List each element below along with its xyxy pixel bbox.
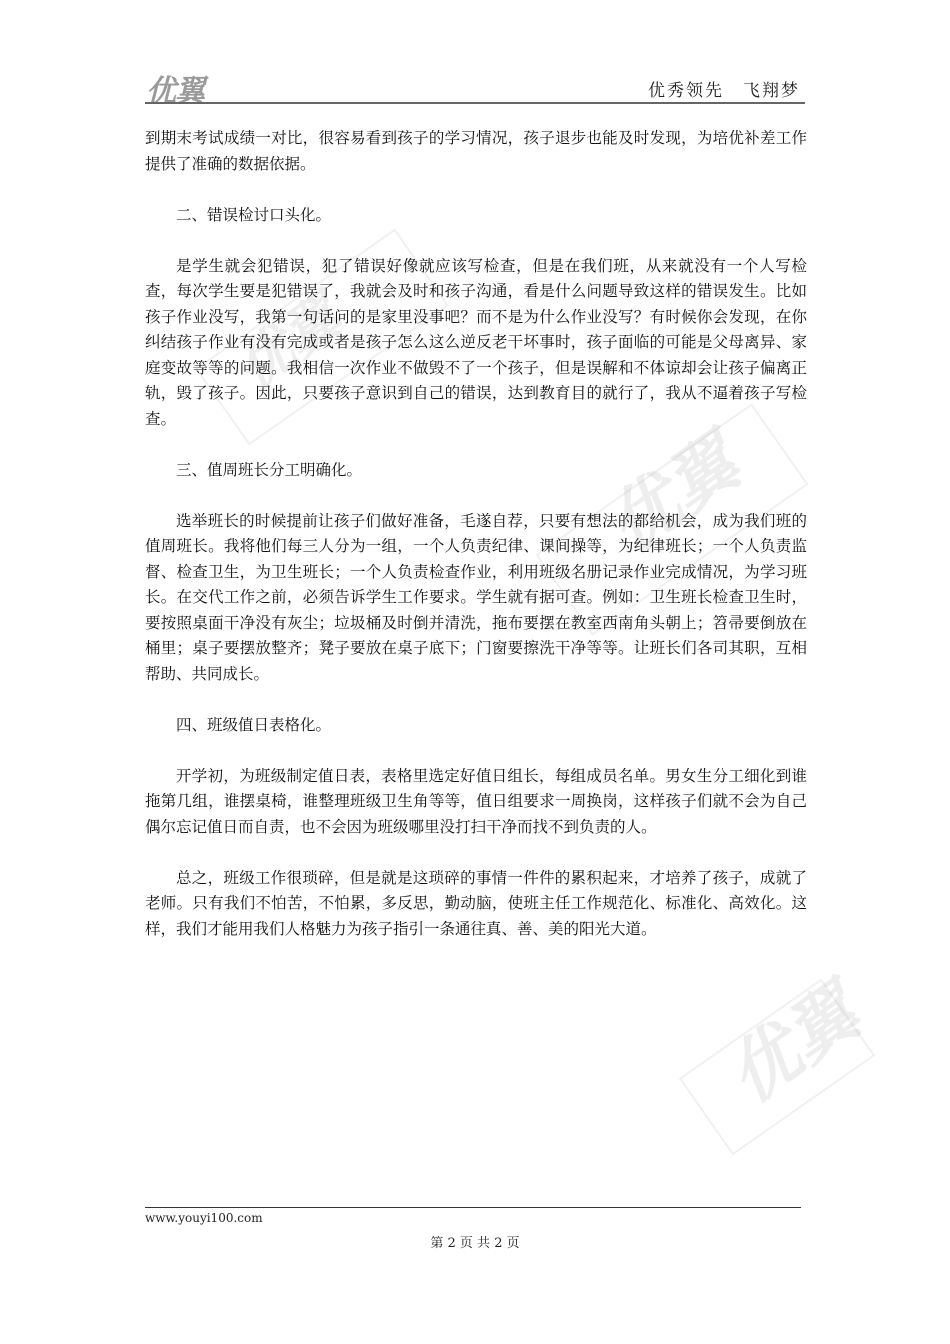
watermark-logo: 优翼 xyxy=(712,971,875,1119)
section-heading: 三、值周班长分工明确化。 xyxy=(176,460,363,479)
paragraph: 总之，班级工作很琐碎，但是就是这琐碎的事情一件件的累积起来，才培养了孩子，成就了老师。只有我们不怕苦，不怕累，多反思，勤动脑，使班主任工作规范化、标准化、高效化。这样，我们才能用我们人格魅力为孩子指引一条通往真、善、美的阳光大道。 xyxy=(145,868,807,938)
paragraph: 开学初，为班级制定值日表，表格里选定好值日组长，每组成员名单。男女生分工细化到谁拖第几组，谁摆桌椅，谁整理班级卫生角等等，值日组要求一周换岗，这样孩子们就不会为自己偶尔忘记值日而自责，也不会因为班级哪里没打扫干净而找不到负责的人。 xyxy=(145,766,807,836)
brand-logo: 优翼 xyxy=(146,74,204,109)
document-body xyxy=(145,126,807,968)
watermark-logo: 优翼 xyxy=(224,284,354,403)
paragraph-continuation: 到期末考试成绩一对比，很容易看到孩子的学习情况，孩子退步也能及时发现，为培优补差工作提供了准确的数据依据。 xyxy=(145,129,807,173)
footer-divider xyxy=(145,1207,801,1208)
paragraph: 是学生就会犯错误，犯了错误好像就应该写检查，但是在我们班，从来就没有一个人写检查，每次学生要是犯错误了，我就会及时和孩子沟通，看是什么问题导致这样的错误发生。比如孩子作业没写，我第一句话问的是家里没事吧？而不是为什么作业没写？有时候你会发现，在你纠结孩子作业有没有完成或者是孩子怎么这么逆反老干坏事时，孩子面临的可能是父母离异、家庭变故等等的问题。我相信一次作业不做毁不了一个孩子，但是误解和不体谅却会让孩子偏离正轨，毁了孩子。因此，只要孩子意识到自己的错误，达到教育目的就行了，我从不逼着孩子写检查。 xyxy=(145,256,807,428)
header-slogan: 优秀领先 飞翔梦 xyxy=(648,81,800,101)
watermark-logo: 优翼 xyxy=(592,421,755,569)
section-heading: 二、错误检讨口头化。 xyxy=(176,205,332,224)
section-heading: 四、班级值日表格化。 xyxy=(176,715,332,734)
header-divider xyxy=(145,102,805,104)
footer-url: www.youyi100.com xyxy=(145,1211,263,1225)
page-number: 第 2 页 共 2 页 xyxy=(430,1236,520,1251)
paragraph: 选举班长的时候提前让孩子们做好准备，毛遂自荐，只要有想法的都给机会，成为我们班的值周班长。我将他们每三人分为一组，一个人负责纪律、课间操等，为纪律班长；一个人负责监督、检查卫生，为卫生班长；一个人负责检查作业，利用班级名册记录作业完成情况，为学习班长。在交代工作之前，必须告诉学生工作要求。学生就有据可查。例如：卫生班长检查卫生时，要按照桌面干净没有灰尘；垃圾桶及时倒并清洗，拖布要摆在教室西南角头朝上；笤帚要倒放在桶里；桌子要摆放整齐；凳子要放在桌子底下；门窗要擦洗干净等等。让班长们各司其职，互相帮助、共同成长。 xyxy=(145,511,807,683)
